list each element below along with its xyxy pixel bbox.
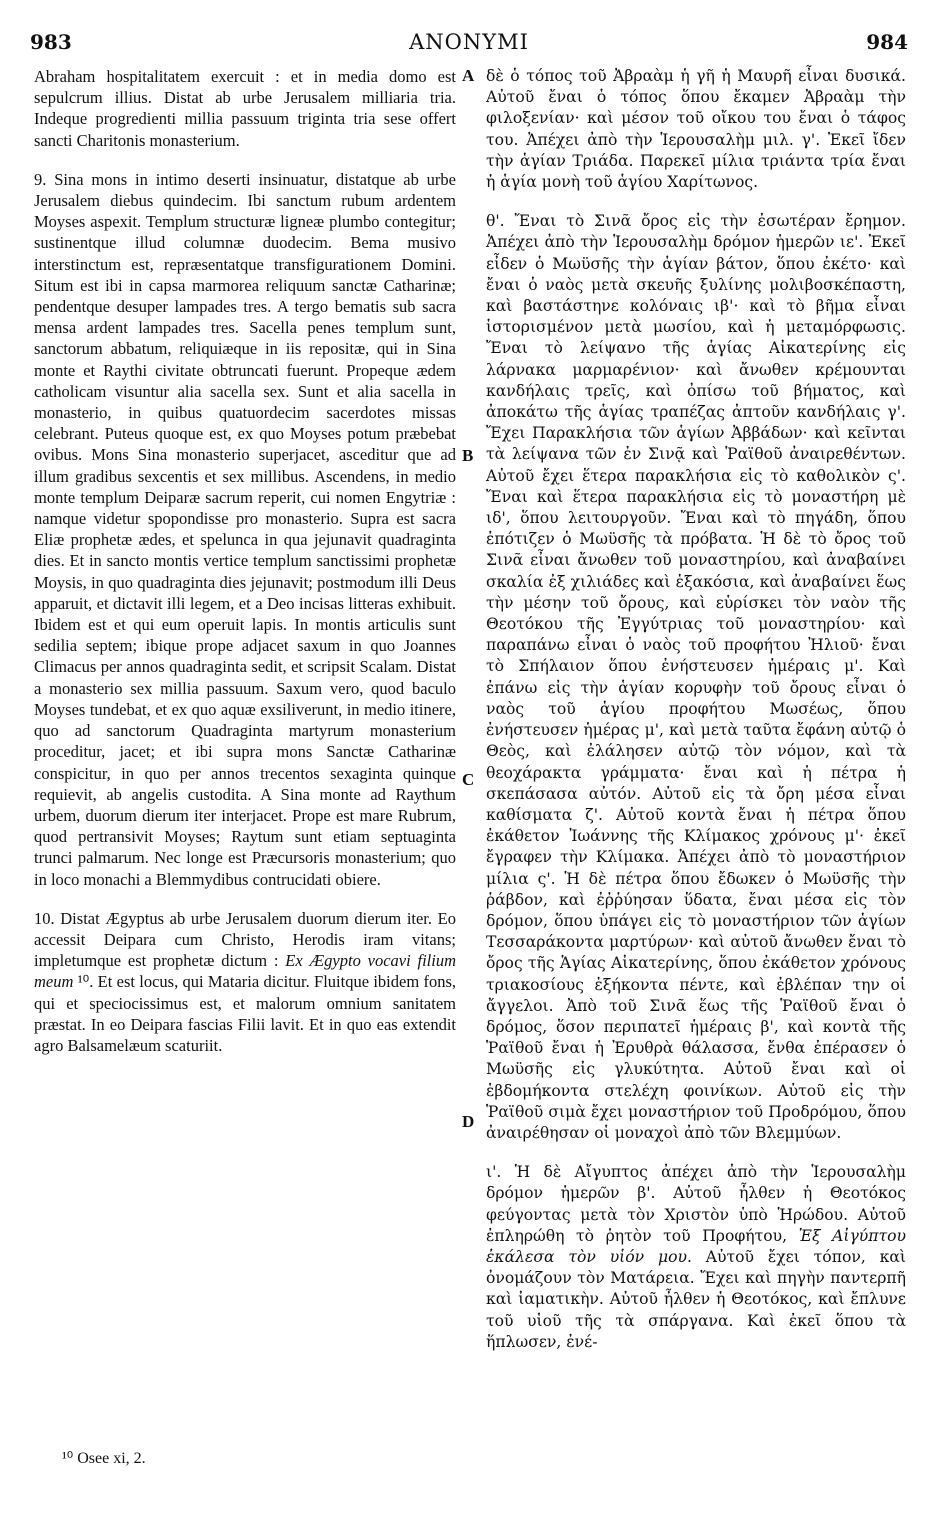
greek-column: [486, 66, 906, 1363]
margin-letter-d: D: [462, 1112, 475, 1131]
latin-paragraph-10-text-a: 10. Distat Ægyptus ab urbe Jerusalem duorum dierum iter. Eo accessit Deipara cum Christo, Herodis iram vitans; impletumque est prophetæ dictum :: [34, 908, 456, 971]
latin-paragraph-10-text-b: . Et est locus, qui Mataria dicitur. Fluitque ibidem fons, qui et speciocissimus est, et malorum omnium sanitatem præstat. In eo Deipara fascias Filii lavit. Et in quo eas extendit agro Balsamelæum scaturiit.: [34, 972, 456, 1055]
latin-paragraph-1: Abraham hospitalitatem exercuit : et in media domo est sepulcrum illius. Distat ab urbe Jerusalem milliaria tria. Indeque progredienti millia passuum triginta tria sese offert sancti Charitonis monasterium.: [34, 67, 456, 150]
margin-letter-a: A: [462, 66, 475, 85]
margin-letter-b: B: [462, 446, 474, 465]
latin-paragraph-10: [34, 908, 456, 1056]
footnote: ¹⁰ Osee xi, 2.: [62, 1450, 146, 1467]
latin-column: [34, 66, 456, 1066]
running-title: ANONYMI: [409, 30, 529, 54]
margin-letter-c: C: [462, 770, 475, 789]
page-number-left: 983: [30, 30, 72, 54]
latin-scripture-quote: Ex Ægypto vocavi filium meum: [34, 951, 457, 992]
page-number-right: 984: [866, 30, 908, 54]
latin-paragraph-9: 9. Sina mons in intimo deserti insinuatur, distatque ab urbe Jerusalem diebus quindecim. Ibi sanctum rubum ardentem Moyses aspexit. Templum structuræ ligneæ plumbo contegitur; sustinentque illud columnæ duodecim. Bema musivo interstinctum est, repræsentatque transfigurationem Domini. Situm est ibi in capsa marmorea reliquum sanctæ Catharinæ; pendentque desuper lampades tres. A tergo bematis sub sacra mensa ardent lampades tres. Sacella penes templum sunt, sanctorum abbatum, reliquiæque in iis repositæ, qui in Sina monte et Raythi civitate obtruncati fuerunt. Propeque ædem catholicam visuntur alia sacella sex. Sunt et alia sacella in monasterio, in quibus quatuordecim sacerdotes missas celebrant. Puteus quoque est, ex quo Moyses potum præbebat ovibus. Mons Sina monasterio superjacet, asceditur que ad illum gradibus sexcentis et sex millibus. Ascendens, in medio monte templum Deiparæ sacrum reperit, cui nomen Engytriæ : namque videtur spopondisse pro monasterio. Supra est sacra Eliæ prophetæ ædes, et spelunca in qua jejunavit quadraginta dies. Et in sancto montis vertice templum sanctissimi prophetæ Moysis, in quo quadraginta dies jejunavit; postmodum illi Deus apparuit, et dictavit illi legem, et a Deo incisas litteras exhibuit. Ibidem est et qui eum operuit lapis. In montis articulis sunt sedilia septem; ibique prope adjacet saxum in quo Joannes Climacus per annos quadraginta sedit, et scripsit Scalam. Distat a monasterio sex millia passuum. Saxum vero, quod baculo Moyses tundebat, et ex quo aquæ exsiliverunt, in medio itinere, quo ad sanctorum Quadraginta martyrum monasterium proceditur, jacet; et ibi supra mons Sanctæ Catharinæ conspicitur, in quo per annos trecentos sexaginta quinque requievit, ab angelis custodita. A Sina monte ad Raythum urbem, duorum dierum iter interjacet. Prope est mare Rubrum, quod pertransivit Moyses; Raytum sunt etiam septuaginta trunci palmarum. Nec longe est Præcursoris monasterium; quo in loco monachi a Blemmydibus contrucidati obiere.: [34, 169, 456, 889]
greek-paragraph-9: θ'. Ἔναι τὸ Σινᾶ ὄρος εἰς τὴν ἐσωτέραν ἔρημον. Ἀπέχει ἀπὸ τὴν Ἱερουσαλὴμ δρόμον ἡμερῶν ιε'. Ἐκεῖ εἶδεν ὁ Μωϋσῆς τὴν ἁγίαν βάτον, ὅπου ἐκέτο· καὶ ἔναι ὁ ναὸς μετὰ σκευῆς ξυλίνης μολιβοσκέπαστη, καὶ βαστάστηνε κολόναις ιβ'· καὶ τὸ βῆμα εἶναι ἱστορισμένον μετὰ μωσίου, καὶ ἡ μεταμόρφωσις. Ἔναι τὸ λείψανο τῆς ἁγίας Αἰκατερίνης εἰς λάρνακα μαρμαρένιον· καὶ ἄνωθεν κρέμουνται κανδήλαις τρεῖς, καὶ ὀπίσω τοῦ βήματος, καὶ ἀποκάτω τῆς ἁγίας τραπέζας ἀπτοῦν κανδήλαις γ'. Ἔχει Παρακλήσια τῶν ἁγίων Ἀββάδων· καὶ κεῖνται τὰ λείψανα τῶν ἐν Σινᾷ καὶ Ῥαϊθοῦ ἀναιρεθέντων. Αὐτοῦ ἔχει ἕτερα παρακλήσια εἰς τὸ καθολικὸν ς'. Ἔναι καὶ ἕτερα παρακλήσια εἰς τὸ μοναστήρη μὲ ιδ', ὅπου λειτουργοῦν. Ἔναι καὶ τὸ πηγάδη, ὅπου ἐπότιζεν ὁ Μωϋσῆς τὰ πρόβατα. Ἡ δὲ τὸ ὄρος τοῦ Σινᾶ εἶναι ἄνωθεν τοῦ μοναστηρίου, καὶ ἀναβαίνει σκαλία ἐξ χιλιάδες καὶ ἑξακόσια, καὶ ἀναβαίνει ἕως τὴν μέσην τοῦ ὄρους, καὶ εὑρίσκει τὸν ναὸν τῆς Θεοτόκου τῆς Ἐγγύτριας τοῦ μοναστηρίου· καὶ παραπάνω εἶναι ὁ ναὸς τοῦ προφήτου Ἠλιοῦ· ἔναι τὸ Σπήλαιον ὅπου ἐνήστευσεν ἡμέραις μ'. Καὶ ἐπάνω εἰς τὴν ἁγίαν κορυφὴν τοῦ ὄρους εἶναι ὁ ναὸς τοῦ ἁγίου προφήτου Μωσέως, ὅπου ἐνήστευσεν ἡμέρας μ', καὶ μετὰ ταῦτα ἔφάνη αὐτῷ ὁ Θεὸς, καὶ ἐλάλησεν αὐτῷ τὸν νόμον, καὶ τὰ θεοχάρακτα γράμματα· ἔναι καὶ ἡ πέτρα ἡ σκεπάσασα αὐτόν. Αὐτοῦ εἰς τὰ ὄρη μέσα εἶναι καθίσματα ζ'. Αὐτοῦ κοντὰ ἔναι ἡ πέτρα ὅπου ἐκάθετον Ἰωάννης τῆς Κλίμακος χρόνους μ'· ἐκεῖ ἔγραφεν τὴν Κλίμακα. Ἀπέχει ἀπὸ τὸ μοναστήριον μίλια ς'. Ἡ δὲ πέτρα ὅπου ἔδωκεν ὁ Μωϋσῆς τὴν ῥάβδον, καὶ ἐῤῥύησαν ὕδατα, ἔναι μέσα εἰς τὸν δρόμον, ὅπου ὑπάγει εἰς τὸ μοναστήριον τῶν ἁγίων Τεσσαράκοντα μαρτύρων· καὶ αὐτοῦ ἄνωθεν ἔναι τὸ ὄρος τῆς Ἁγίας Αἰκατερίνης, ὅπου ἐκάθετον χρόνους τριακοσίους ἑξήκοντα πέντε, καὶ ἐβλέπαν την οἱ ἄγγελοι. Ἀπὸ τοῦ Σινᾶ ἕως τῆς Ῥαϊθοῦ ἔναι ὁ δρόμος, ὅσον περιπατεῖ ἡμέραις β', καὶ κοντὰ τῆς Ῥαϊθοῦ ἔναι ἡ Ἐρυθρὰ θάλασσα, ἔνθα ἐπέρασεν ὁ Μωϋσῆς εἰς γλυκύτητα. Αὐτοῦ ἔναι καὶ οἱ ἑβδομήκοντα στελέχη φοινίκων. Αὐτοῦ εἰς τὴν Ῥαϊθοῦ σιμὰ ἔχει μοναστήριον τοῦ Προδρόμου, ὅπου ἀναιρέθησαν οἱ μοναχοὶ ἀπὸ τῶν Βλεμμύων.: [486, 212, 906, 1142]
footnote-reference: ¹⁰: [73, 972, 90, 992]
greek-paragraph-10-text-b: . Αὐτοῦ ἔχει τόπον, καὶ ὀνομάζουν τὸν Ματάρεια. Ἔχει καὶ πηγὴν παντερπῆ καὶ ἰαματικὴν. Αὐτοῦ ἦλθεν ἡ Θεοτόκος, καὶ ἔπλυνε τοῦ υἱοῦ τῆς τὰ σπάργανα. Καὶ ἐκεῖ ὅπου τὰ ἥπλωσεν, ἐνέ-: [486, 1247, 906, 1351]
greek-paragraph-1: δὲ ὁ τόπος τοῦ Ἀβραὰμ ἡ γῆ ἡ Μαυρῆ εἶναι δυσικά. Αὐτοῦ ἔναι ὁ τόπος ὅπου ἔκαμεν Ἀβραὰμ τὴν φιλοξενίαν· καὶ μέσον τοῦ οἴκου του ἔναι ὁ τάφος του. Ἀπέχει ἀπὸ τὴν Ἱερουσαλὴμ μιλ. γ'. Ἐκεῖ ἴδεν τὴν ἁγίαν Τριάδα. Παρεκεῖ μίλια τριάντα τρία ἔναι ἡ ἁγία μονὴ τοῦ ἁγίου Χαρίτωνος.: [486, 67, 906, 192]
greek-scripture-quote: Ἐξ Αἰγύπτου ἐκάλεσα τὸν υἱόν μου: [486, 1226, 907, 1266]
running-header: [30, 30, 908, 58]
greek-paragraph-10-text-a: ι'. Ἡ δὲ Αἴγυπτος ἀπέχει ἀπὸ τὴν Ἱερουσαλὴμ δρόμον ἡμερῶν β'. Αὐτοῦ ἦλθεν ἡ Θεοτόκος φεύγοντας μετὰ τὸν Χριστὸν ὑπὸ Ἡρώδου. Αὐτοῦ ἐπληρώθη τὸ ῥητὸν τοῦ Προφήτου,: [486, 1163, 906, 1245]
greek-paragraph-10: [486, 1162, 906, 1353]
